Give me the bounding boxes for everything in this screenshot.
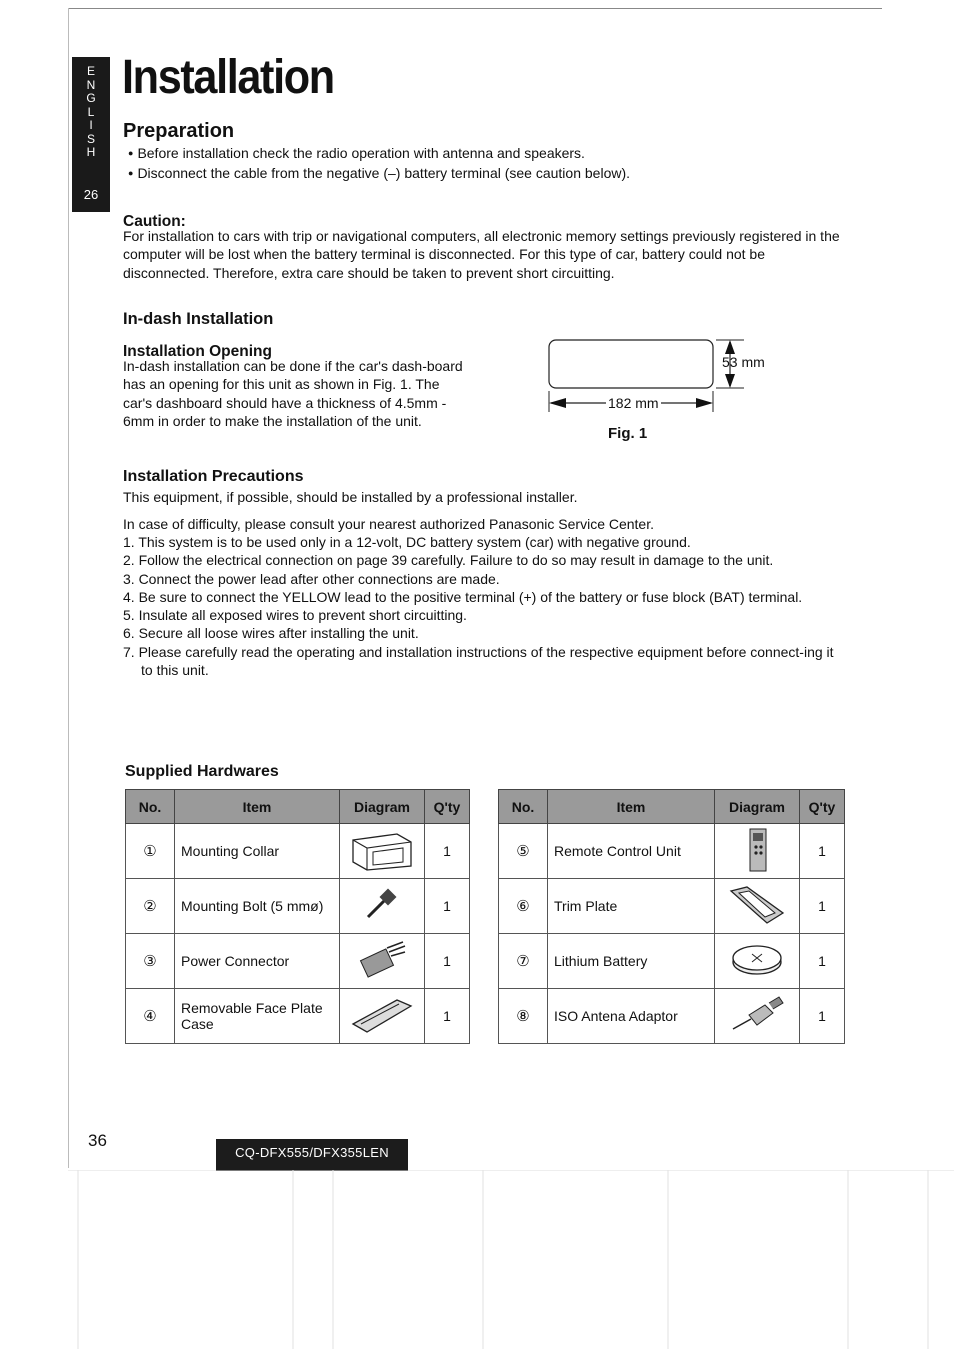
section-page-number: 26 — [83, 187, 99, 202]
power-connector-icon — [340, 934, 425, 989]
in-dash-heading: In-dash Installation — [123, 310, 274, 328]
table-row — [499, 879, 845, 934]
list-item: 4. Be sure to connect the YELLOW lead to the positive terminal (+) of the battery or fuse block (BAT) terminal. — [123, 588, 803, 605]
left-rule — [68, 8, 69, 1168]
col-qty: Q'ty — [800, 790, 845, 824]
arrow-down-icon — [725, 374, 735, 388]
row-qty: 1 — [800, 824, 845, 879]
height-label: 53 mm — [722, 354, 765, 370]
arrow-right-icon — [696, 398, 713, 408]
language-letter: H — [86, 145, 96, 159]
top-rule — [68, 8, 882, 9]
page-title: Installation — [122, 51, 334, 104]
language-letter: S — [86, 131, 95, 146]
row-qty: 1 — [425, 824, 470, 879]
col-no: No. — [499, 790, 548, 824]
mounting-bolt-icon — [340, 879, 425, 934]
table-row — [126, 989, 470, 1044]
row-no: ① — [126, 824, 175, 879]
col-item: Item — [175, 790, 340, 824]
list-item: 1. This system is to be used only in a 12-volt, DC battery system (car) with negative ground. — [123, 534, 691, 550]
col-qty: Q'ty — [425, 790, 470, 824]
row-item: Remote Control Unit — [548, 824, 715, 879]
table-row — [126, 824, 470, 879]
model-number: CQ-DFX555/DFX355LEN — [216, 1139, 408, 1171]
language-letter: N — [86, 77, 96, 92]
precautions-contact: In case of difficulty, please consult your nearest authorized Panasonic Service Center. — [123, 516, 655, 532]
row-no: ⑥ — [499, 879, 548, 934]
row-qty: 1 — [800, 989, 845, 1044]
table-row — [499, 989, 845, 1044]
caution-heading: Caution: — [123, 213, 186, 230]
row-item: Mounting Bolt (5 mmø) — [175, 879, 340, 934]
row-no: ⑤ — [499, 824, 548, 879]
arrow-up-icon — [725, 340, 735, 354]
row-no: ④ — [126, 989, 175, 1044]
language-letter: L — [87, 104, 95, 119]
row-no: ③ — [126, 934, 175, 989]
list-item: ● Disconnect the cable from the negative (–) battery terminal (see caution below). — [128, 164, 828, 184]
table-header-row — [499, 790, 845, 824]
hardware-table-left — [125, 789, 470, 1044]
table-row — [126, 879, 470, 934]
opening-outline — [549, 340, 713, 388]
list-item: 3. Connect the power lead after other connections are made. — [123, 570, 500, 587]
lithium-battery-icon — [715, 934, 800, 989]
table-row — [126, 934, 470, 989]
row-qty: 1 — [425, 879, 470, 934]
language-side-tab — [72, 57, 110, 212]
bleed-through-lines — [68, 1170, 954, 1349]
row-item: Trim Plate — [548, 879, 715, 934]
table-header-row — [126, 790, 470, 824]
installation-opening-heading: Installation Opening — [123, 343, 272, 360]
col-diagram: Diagram — [715, 790, 800, 824]
table-row — [499, 824, 845, 879]
language-letter: I — [89, 118, 93, 132]
row-item: ISO Antena Adaptor — [548, 989, 715, 1044]
table-row — [499, 934, 845, 989]
hardware-table-right — [498, 789, 845, 1044]
col-no: No. — [126, 790, 175, 824]
list-item: 2. Follow the electrical connection on page 39 carefully. Failure to do so may result in damage to the unit. — [123, 552, 774, 569]
width-label: 182 mm — [608, 395, 659, 411]
row-qty: 1 — [800, 879, 845, 934]
preparation-list — [128, 144, 828, 185]
remote-control-icon — [715, 824, 800, 879]
language-letter: E — [86, 64, 95, 78]
row-item: Power Connector — [175, 934, 340, 989]
row-item: Lithium Battery — [548, 934, 715, 989]
list-item: ● Before installation check the radio operation with antenna and speakers. — [128, 144, 828, 164]
hardware-heading: Supplied Hardwares — [125, 763, 279, 780]
row-no: ⑧ — [499, 989, 548, 1044]
mounting-collar-icon — [340, 824, 425, 879]
row-qty: 1 — [425, 989, 470, 1044]
installation-opening-text: In-dash installation can be done if the car's dash-board has an opening for this unit as shown in Fig. 1. The car's dashboard should have a thickness of 4.5mm - 6mm in order to make the installation of the unit. — [123, 358, 463, 429]
figure-caption: Fig. 1 — [608, 425, 648, 442]
trim-plate-icon — [715, 879, 800, 934]
row-item: Mounting Collar — [175, 824, 340, 879]
row-no: ⑦ — [499, 934, 548, 989]
precautions-heading: Installation Precautions — [123, 468, 304, 485]
language-letters — [72, 65, 110, 160]
list-item: 7. Please carefully read the operating and installation instructions of the respective equipment before connect-ing it to this unit. — [123, 643, 834, 679]
col-item: Item — [548, 790, 715, 824]
row-no: ② — [126, 879, 175, 934]
preparation-heading: Preparation — [123, 120, 235, 142]
arrow-left-icon — [549, 398, 566, 408]
opening-diagram — [546, 336, 806, 446]
caution-text: For installation to cars with trip or navigational computers, all electronic memory settings previously registered in the computer will be lost when the battery terminal is disconnected. For this type of car, battery could not be disconnected. Therefore, extra care should be taken to prevent short circuitting. — [123, 228, 840, 281]
row-qty: 1 — [425, 934, 470, 989]
list-item: 6. Secure all loose wires after installing the unit. — [123, 625, 419, 642]
dashboard-opening-figure — [546, 336, 806, 446]
face-plate-case-icon — [340, 989, 425, 1044]
language-letter: G — [86, 91, 96, 105]
precautions-intro: This equipment, if possible, should be installed by a professional installer. — [123, 489, 578, 505]
col-diagram: Diagram — [340, 790, 425, 824]
page-number: 36 — [88, 1131, 107, 1150]
precautions-list — [123, 533, 849, 679]
row-qty: 1 — [800, 934, 845, 989]
row-item: Removable Face Plate Case — [175, 989, 340, 1044]
iso-antenna-adaptor-icon — [715, 989, 800, 1044]
list-item: 5. Insulate all exposed wires to prevent short circuitting. — [123, 607, 467, 624]
